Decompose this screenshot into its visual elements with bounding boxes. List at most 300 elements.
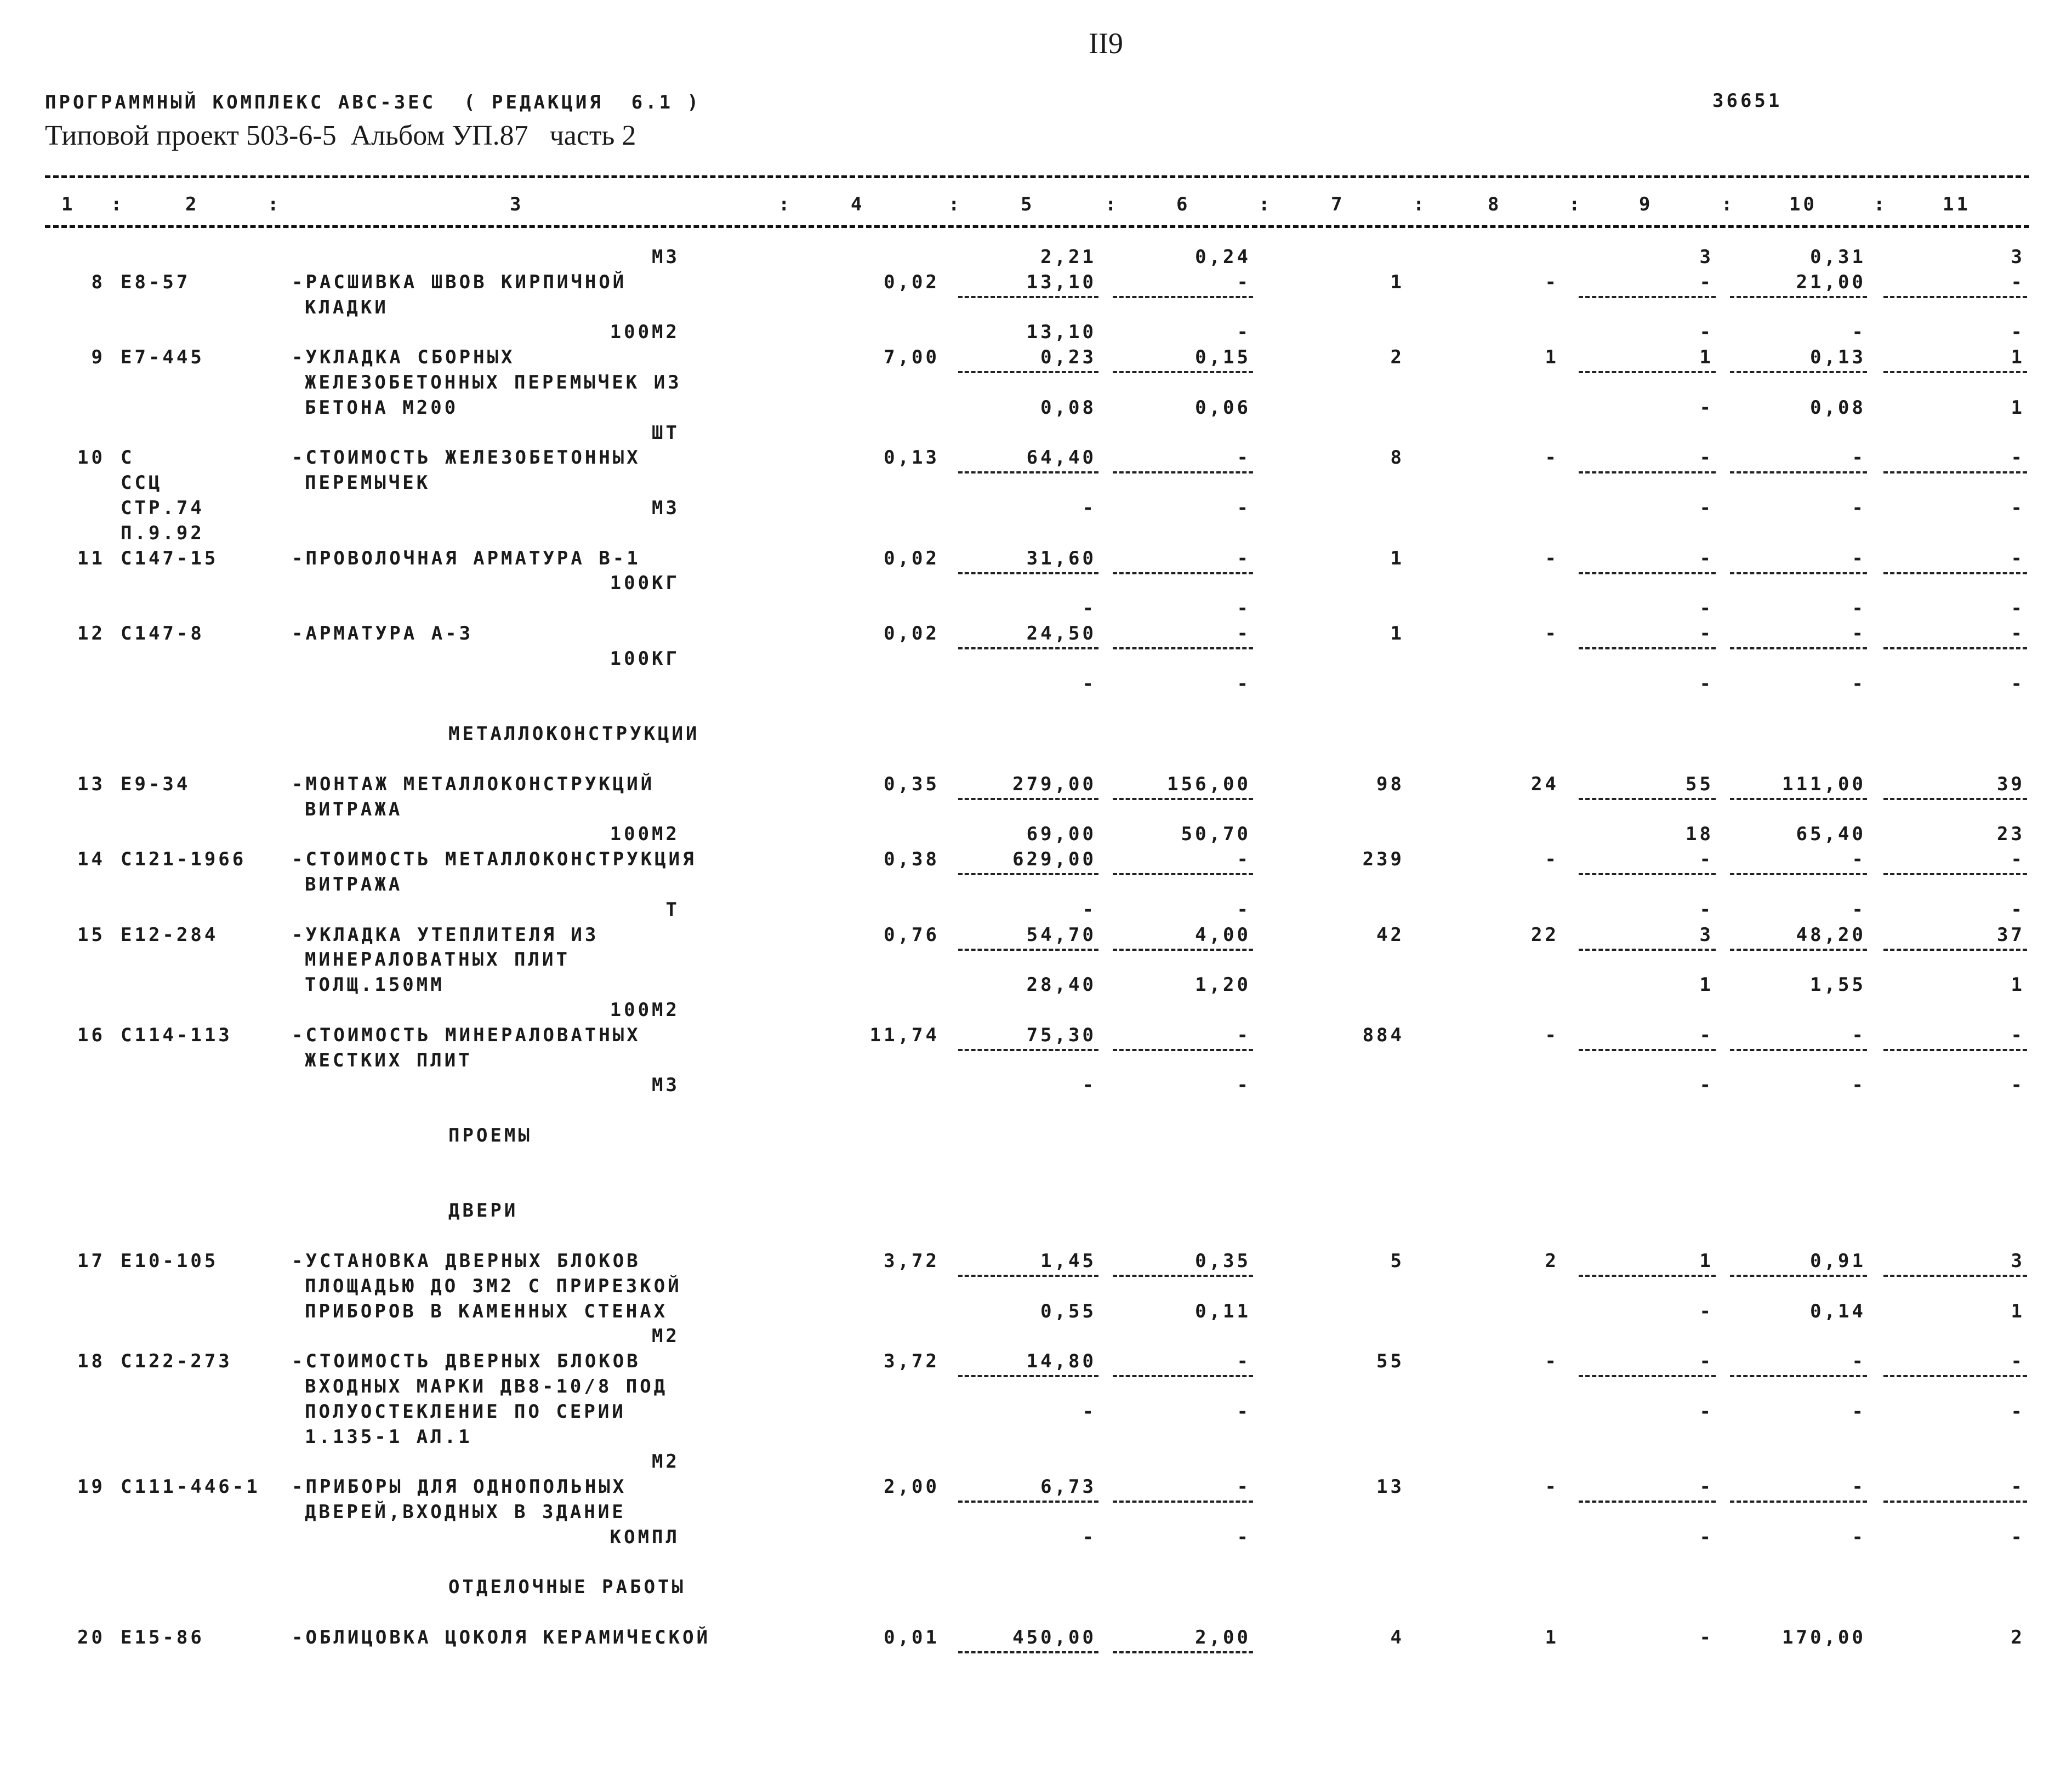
cell-divider — [958, 949, 1098, 951]
unit-cost-value: 6,73 — [1040, 1476, 1096, 1498]
rate-code: Е10-105 — [121, 1250, 219, 1272]
column-separator: : — [111, 193, 125, 215]
total-wage-value: - — [1545, 547, 1559, 569]
work-description: ЖЕЛЕЗОБЕТОННЫХ ПЕРЕМЫЧЕК ИЗ — [305, 372, 682, 393]
cell-divider — [1883, 1049, 2027, 1051]
total-labor-value: 39 — [1997, 773, 2025, 795]
total-labor-value: - — [2011, 848, 2025, 870]
unit-cost-sub-value: - — [1082, 497, 1096, 519]
wage-cost-sub-value: - — [1237, 597, 1251, 619]
unit-cost-sub-value: - — [1082, 597, 1096, 619]
quantity-value: 0,02 — [884, 623, 940, 644]
cell-divider — [1579, 471, 1716, 473]
quantity-value: 11,74 — [869, 1024, 940, 1046]
machine-cost-sub-value: 3 — [1699, 246, 1714, 268]
rate-code: П.9.92 — [121, 522, 204, 544]
cell-divider — [958, 1275, 1098, 1277]
unit-cost-value: 14,80 — [1026, 1350, 1096, 1372]
row-number: 19 — [77, 1476, 105, 1498]
labor-value: 0,91 — [1810, 1250, 1866, 1272]
machine-cost-value: - — [1699, 1350, 1714, 1372]
machine-cost-value: - — [1699, 623, 1714, 644]
unit-of-measure: М2 — [652, 1451, 680, 1473]
table-top-rule — [45, 175, 2029, 178]
total-labor-value: - — [2011, 271, 2025, 293]
cell-divider — [1883, 371, 2027, 373]
total-labor-value: - — [2011, 1476, 2025, 1498]
work-description: ПЕРЕМЫЧЕК — [305, 472, 431, 494]
row-number: 15 — [77, 924, 105, 946]
machine-cost-value: - — [1699, 1476, 1714, 1498]
labor-value: 0,13 — [1810, 346, 1866, 368]
labor-value: 170,00 — [1782, 1627, 1866, 1648]
total-labor-value: - — [2011, 1350, 2025, 1372]
machine-cost-value: - — [1699, 447, 1714, 469]
total-labor-value: 3 — [2011, 1250, 2025, 1272]
total-cost-value: 1 — [1390, 271, 1404, 293]
row-number: 18 — [77, 1350, 105, 1372]
section-title: ПРОЕМЫ — [448, 1125, 532, 1146]
labor-sub-value: - — [1852, 597, 1866, 619]
unit-cost-sub-value: 28,40 — [1026, 974, 1096, 996]
wage-cost-sub-value: - — [1237, 1074, 1251, 1096]
wage-cost-value: 2,00 — [1195, 1627, 1251, 1648]
machine-cost-sub-value: - — [1699, 1300, 1714, 1322]
total-labor-sub-value: 1 — [2011, 397, 2025, 419]
work-description: КЛАДКИ — [305, 296, 389, 318]
unit-cost-value: 629,00 — [1012, 848, 1096, 870]
machine-cost-value: - — [1699, 547, 1714, 569]
total-labor-sub-value: - — [2011, 597, 2025, 619]
row-number: 14 — [77, 848, 105, 870]
unit-of-measure: 100М2 — [610, 321, 680, 343]
wage-cost-sub-value: - — [1237, 497, 1251, 519]
cell-divider — [958, 647, 1098, 649]
total-labor-sub-value: - — [2011, 1526, 2025, 1548]
unit-of-measure: М3 — [652, 246, 680, 268]
row-number: 13 — [77, 773, 105, 795]
unit-cost-sub-value: 0,08 — [1040, 397, 1096, 419]
cell-divider — [958, 1501, 1098, 1503]
total-labor-value: 2 — [2011, 1627, 2025, 1648]
row-number: 20 — [77, 1627, 105, 1648]
cell-divider — [1730, 471, 1867, 473]
wage-cost-sub-value: - — [1237, 1526, 1251, 1548]
cell-divider — [958, 1049, 1098, 1051]
work-description: БЕТОНА М200 — [305, 397, 459, 419]
total-wage-value: - — [1545, 447, 1559, 469]
total-cost-value: 98 — [1376, 773, 1404, 795]
work-description: -АРМАТУРА А-3 — [292, 623, 474, 644]
labor-sub-value: - — [1852, 497, 1866, 519]
unit-of-measure: М3 — [652, 1074, 680, 1096]
total-labor-sub-value: 1 — [2011, 1300, 2025, 1322]
labor-value: - — [1852, 547, 1866, 569]
quantity-value: 2,00 — [884, 1476, 940, 1498]
total-labor-value: 1 — [2011, 346, 2025, 368]
total-cost-value: 1 — [1390, 547, 1404, 569]
labor-sub-value: - — [1852, 1526, 1866, 1548]
cell-divider — [1113, 371, 1253, 373]
unit-cost-value: 0,23 — [1040, 346, 1096, 368]
wage-cost-sub-value: - — [1237, 1401, 1251, 1423]
cell-divider — [958, 296, 1098, 298]
labor-sub-value: - — [1852, 321, 1866, 343]
wage-cost-value: - — [1237, 447, 1251, 469]
row-number: 8 — [91, 271, 105, 293]
total-cost-value: 4 — [1390, 1627, 1404, 1648]
wage-cost-value: - — [1237, 1350, 1251, 1372]
unit-cost-value: 24,50 — [1026, 623, 1096, 644]
column-header-2: 2 — [185, 193, 200, 215]
machine-cost-sub-value: 18 — [1686, 823, 1714, 845]
quantity-value: 3,72 — [884, 1250, 940, 1272]
column-separator: : — [1259, 193, 1273, 215]
cell-divider — [1113, 471, 1253, 473]
column-separator: : — [1413, 193, 1427, 215]
column-separator: : — [948, 193, 963, 215]
rate-code: С111-446-1 — [121, 1476, 260, 1498]
unit-of-measure: КОМПЛ — [610, 1526, 680, 1548]
labor-sub-value: - — [1852, 673, 1866, 695]
labor-sub-value: 1,55 — [1810, 974, 1866, 996]
cell-divider — [1730, 647, 1867, 649]
wage-cost-sub-value: 1,20 — [1195, 974, 1251, 996]
unit-cost-value: 1,45 — [1040, 1250, 1096, 1272]
total-wage-value: 1 — [1545, 1627, 1559, 1648]
cell-divider — [1579, 1501, 1716, 1503]
cell-divider — [1883, 949, 2027, 951]
cell-divider — [1579, 296, 1716, 298]
column-header-9: 9 — [1639, 193, 1653, 215]
machine-cost-value: - — [1699, 1024, 1714, 1046]
cell-divider — [1883, 798, 2027, 800]
work-description: -РАСШИВКА ШВОВ КИРПИЧНОЙ — [292, 271, 627, 293]
machine-cost-sub-value: - — [1699, 1074, 1714, 1096]
cell-divider — [1113, 1275, 1253, 1277]
machine-cost-sub-value: - — [1699, 497, 1714, 519]
cell-divider — [1730, 371, 1867, 373]
total-wage-value: 24 — [1531, 773, 1559, 795]
machine-cost-sub-value: - — [1699, 673, 1714, 695]
document-number: 36651 — [1712, 90, 1783, 112]
work-description: ТОЛЩ.150ММ — [305, 974, 445, 996]
labor-sub-value: 0,14 — [1810, 1300, 1866, 1322]
machine-cost-sub-value: - — [1699, 597, 1714, 619]
unit-cost-sub-value: 69,00 — [1026, 823, 1096, 845]
labor-sub-value: - — [1852, 899, 1866, 921]
machine-cost-value: - — [1699, 848, 1714, 870]
work-description: -УКЛАДКА СБОРНЫХ — [292, 346, 515, 368]
unit-cost-value: 279,00 — [1012, 773, 1096, 795]
wage-cost-value: - — [1237, 1024, 1251, 1046]
row-number: 16 — [77, 1024, 105, 1046]
cell-divider — [1730, 949, 1867, 951]
cell-divider — [1883, 647, 2027, 649]
cell-divider — [1579, 873, 1716, 875]
unit-cost-sub-value: 2,21 — [1040, 246, 1096, 268]
quantity-value: 0,13 — [884, 447, 940, 469]
wage-cost-sub-value: 0,24 — [1195, 246, 1251, 268]
cell-divider — [1730, 1501, 1867, 1503]
column-header-4: 4 — [851, 193, 865, 215]
unit-of-measure: М3 — [652, 497, 680, 519]
labor-sub-value: - — [1852, 1401, 1866, 1423]
work-description: -СТОИМОСТЬ ЖЕЛЕЗОБЕТОННЫХ — [292, 447, 641, 469]
cell-divider — [1113, 572, 1253, 574]
work-description: -УСТАНОВКА ДВЕРНЫХ БЛОКОВ — [292, 1250, 641, 1272]
unit-cost-value: 75,30 — [1026, 1024, 1096, 1046]
unit-of-measure: 100М2 — [610, 999, 680, 1021]
wage-cost-sub-value: - — [1237, 321, 1251, 343]
labor-value: 48,20 — [1796, 924, 1866, 946]
cell-divider — [1579, 371, 1716, 373]
cell-divider — [1730, 798, 1867, 800]
work-description: ПОЛУОСТЕКЛЕНИЕ ПО СЕРИИ — [305, 1401, 626, 1423]
labor-value: 21,00 — [1796, 271, 1866, 293]
row-number: 9 — [91, 346, 105, 368]
total-wage-value: - — [1545, 848, 1559, 870]
total-labor-sub-value: 3 — [2011, 246, 2025, 268]
total-wage-value: 1 — [1545, 346, 1559, 368]
work-description: -УКЛАДКА УТЕПЛИТЕЛЯ ИЗ — [292, 924, 599, 946]
column-separator: : — [778, 193, 793, 215]
total-labor-sub-value: 1 — [2011, 974, 2025, 996]
unit-cost-sub-value: - — [1082, 1401, 1096, 1423]
row-number: 17 — [77, 1250, 105, 1272]
cell-divider — [1883, 296, 2027, 298]
work-description: -ПРОВОЛОЧНАЯ АРМАТУРА В-1 — [292, 547, 641, 569]
rate-code: С122-273 — [121, 1350, 232, 1372]
total-labor-sub-value: - — [2011, 673, 2025, 695]
cell-divider — [1113, 647, 1253, 649]
cell-divider — [1113, 798, 1253, 800]
work-description: ВИТРАЖА — [305, 798, 403, 820]
total-labor-sub-value: - — [2011, 1074, 2025, 1096]
machine-cost-value: - — [1699, 271, 1714, 293]
machine-cost-value: 1 — [1699, 1250, 1714, 1272]
wage-cost-value: 156,00 — [1167, 773, 1251, 795]
labor-sub-value: - — [1852, 1074, 1866, 1096]
cell-divider — [1730, 873, 1867, 875]
wage-cost-sub-value: 0,06 — [1195, 397, 1251, 419]
machine-cost-value: 55 — [1686, 773, 1714, 795]
cell-divider — [1113, 873, 1253, 875]
cell-divider — [1883, 471, 2027, 473]
machine-cost-sub-value: - — [1699, 1526, 1714, 1548]
total-labor-value: 37 — [1997, 924, 2025, 946]
cell-divider — [958, 873, 1098, 875]
quantity-value: 0,76 — [884, 924, 940, 946]
unit-cost-value: 64,40 — [1026, 447, 1096, 469]
labor-value: 111,00 — [1782, 773, 1866, 795]
wage-cost-sub-value: - — [1237, 899, 1251, 921]
total-cost-value: 239 — [1362, 848, 1404, 870]
labor-value: - — [1852, 1350, 1866, 1372]
rate-code: С147-15 — [121, 547, 219, 569]
machine-cost-value: 3 — [1699, 924, 1714, 946]
unit-cost-sub-value: - — [1082, 1526, 1096, 1548]
labor-value: - — [1852, 447, 1866, 469]
cell-divider — [1579, 647, 1716, 649]
wage-cost-value: 0,35 — [1195, 1250, 1251, 1272]
rate-code: С114-113 — [121, 1024, 232, 1046]
work-description: -СТОИМОСТЬ ДВЕРНЫХ БЛОКОВ — [292, 1350, 641, 1372]
column-header-1: 1 — [61, 193, 76, 215]
work-description: -СТОИМОСТЬ МЕТАЛЛОКОНСТРУКЦИЯ — [292, 848, 697, 870]
total-wage-value: 2 — [1545, 1250, 1559, 1272]
page-number: II9 — [1089, 27, 1123, 60]
column-separator: : — [1874, 193, 1888, 215]
column-separator: : — [1569, 193, 1583, 215]
total-cost-value: 8 — [1390, 447, 1404, 469]
work-description: ПРИБОРОВ В КАМЕННЫХ СТЕНАХ — [305, 1300, 668, 1322]
wage-cost-sub-value: 50,70 — [1181, 823, 1251, 845]
wage-cost-value: 4,00 — [1195, 924, 1251, 946]
labor-value: - — [1852, 623, 1866, 644]
total-wage-value: - — [1545, 623, 1559, 644]
wage-cost-value: 0,15 — [1195, 346, 1251, 368]
cell-divider — [1579, 1375, 1716, 1377]
cell-divider — [1113, 296, 1253, 298]
wage-cost-value: - — [1237, 1476, 1251, 1498]
total-labor-value: - — [2011, 623, 2025, 644]
row-number: 11 — [77, 547, 105, 569]
total-cost-value: 42 — [1376, 924, 1404, 946]
cell-divider — [1730, 296, 1867, 298]
work-description: -ПРИБОРЫ ДЛЯ ОДНОПОЛЬНЫХ — [292, 1476, 627, 1498]
total-wage-value: - — [1545, 1476, 1559, 1498]
work-description: ЖЕСТКИХ ПЛИТ — [305, 1049, 473, 1071]
row-number: 10 — [77, 447, 105, 469]
column-header-10: 10 — [1789, 193, 1817, 215]
column-header-11: 11 — [1943, 193, 1971, 215]
column-separator: : — [1105, 193, 1119, 215]
column-header-5: 5 — [1021, 193, 1035, 215]
rate-code: Е15-86 — [121, 1627, 204, 1648]
unit-cost-sub-value: 13,10 — [1026, 321, 1096, 343]
total-labor-value: - — [2011, 1024, 2025, 1046]
unit-cost-sub-value: 0,55 — [1040, 1300, 1096, 1322]
cell-divider — [1579, 1049, 1716, 1051]
rate-code: Е12-284 — [121, 924, 219, 946]
column-header-3: 3 — [510, 193, 524, 215]
cell-divider — [1579, 798, 1716, 800]
cell-divider — [1883, 873, 2027, 875]
work-description: ДВЕРЕЙ,ВХОДНЫХ В ЗДАНИЕ — [305, 1501, 626, 1523]
total-wage-value: - — [1545, 271, 1559, 293]
cell-divider — [1883, 1501, 2027, 1503]
rate-code: С121-1966 — [121, 848, 247, 870]
total-labor-sub-value: 23 — [1997, 823, 2025, 845]
quantity-value: 7,00 — [884, 346, 940, 368]
unit-of-measure: 100М2 — [610, 823, 680, 845]
total-labor-value: - — [2011, 447, 2025, 469]
unit-of-measure: 100КГ — [610, 572, 680, 594]
unit-cost-value: 54,70 — [1026, 924, 1096, 946]
work-description: МИНЕРАЛОВАТНЫХ ПЛИТ — [305, 949, 570, 971]
labor-value: - — [1852, 1476, 1866, 1498]
section-title: МЕТАЛЛОКОНСТРУКЦИИ — [448, 723, 700, 745]
quantity-value: 0,01 — [884, 1627, 940, 1648]
total-labor-sub-value: - — [2011, 899, 2025, 921]
unit-cost-value: 13,10 — [1026, 271, 1096, 293]
cell-divider — [958, 1651, 1098, 1653]
rate-code: ССЦ — [121, 472, 163, 494]
machine-cost-value: 1 — [1699, 346, 1714, 368]
total-wage-value: - — [1545, 1350, 1559, 1372]
unit-cost-sub-value: - — [1082, 673, 1096, 695]
column-header-6: 6 — [1176, 193, 1191, 215]
cell-divider — [1113, 1651, 1253, 1653]
wage-cost-value: - — [1237, 623, 1251, 644]
machine-cost-sub-value: - — [1699, 321, 1714, 343]
unit-cost-value: 450,00 — [1012, 1627, 1096, 1648]
cell-divider — [1113, 949, 1253, 951]
rate-code: Е9-34 — [121, 773, 191, 795]
cell-divider — [1579, 572, 1716, 574]
rate-code: С147-8 — [121, 623, 204, 644]
cell-divider — [1883, 1375, 2027, 1377]
header-bottom-rule — [45, 225, 2029, 228]
work-description: 1.135-1 АЛ.1 — [305, 1426, 473, 1448]
cell-divider — [1113, 1375, 1253, 1377]
wage-cost-value: - — [1237, 271, 1251, 293]
wage-cost-sub-value: - — [1237, 673, 1251, 695]
total-labor-sub-value: - — [2011, 1401, 2025, 1423]
unit-of-measure: ШТ — [652, 422, 680, 444]
rate-code: Е8-57 — [121, 271, 191, 293]
column-separator: : — [267, 193, 282, 215]
total-cost-value: 13 — [1376, 1476, 1404, 1498]
labor-value: - — [1852, 1024, 1866, 1046]
cell-divider — [1730, 1275, 1867, 1277]
project-title: Типовой проект 503-6-5 Альбом УП.87 часть 2 — [45, 120, 636, 151]
total-cost-value: 1 — [1390, 623, 1404, 644]
cell-divider — [1883, 572, 2027, 574]
unit-cost-sub-value: - — [1082, 899, 1096, 921]
wage-cost-value: - — [1237, 547, 1251, 569]
machine-cost-value: - — [1699, 1627, 1714, 1648]
total-labor-sub-value: - — [2011, 321, 2025, 343]
cell-divider — [958, 798, 1098, 800]
cell-divider — [1730, 1049, 1867, 1051]
total-wage-value: 22 — [1531, 924, 1559, 946]
row-number: 12 — [77, 623, 105, 644]
labor-sub-value: 65,40 — [1796, 823, 1866, 845]
column-separator: : — [1721, 193, 1735, 215]
quantity-value: 3,72 — [884, 1350, 940, 1372]
machine-cost-sub-value: - — [1699, 1401, 1714, 1423]
quantity-value: 0,02 — [884, 271, 940, 293]
rate-code: С — [121, 447, 135, 469]
cell-divider — [958, 572, 1098, 574]
wage-cost-sub-value: 0,11 — [1195, 1300, 1251, 1322]
work-description: ВХОДНЫХ МАРКИ ДВ8-10/8 ПОД — [305, 1376, 668, 1397]
total-cost-value: 2 — [1390, 346, 1404, 368]
quantity-value: 0,35 — [884, 773, 940, 795]
unit-of-measure: 100КГ — [610, 648, 680, 670]
total-labor-value: - — [2011, 547, 2025, 569]
labor-value: - — [1852, 848, 1866, 870]
work-description: -СТОИМОСТЬ МИНЕРАЛОВАТНЫХ — [292, 1024, 641, 1046]
unit-cost-sub-value: - — [1082, 1074, 1096, 1096]
cell-divider — [958, 371, 1098, 373]
quantity-value: 0,02 — [884, 547, 940, 569]
work-description: -МОНТАЖ МЕТАЛЛОКОНСТРУКЦИЙ — [292, 773, 655, 795]
machine-cost-sub-value: - — [1699, 397, 1714, 419]
unit-of-measure: М2 — [652, 1325, 680, 1347]
